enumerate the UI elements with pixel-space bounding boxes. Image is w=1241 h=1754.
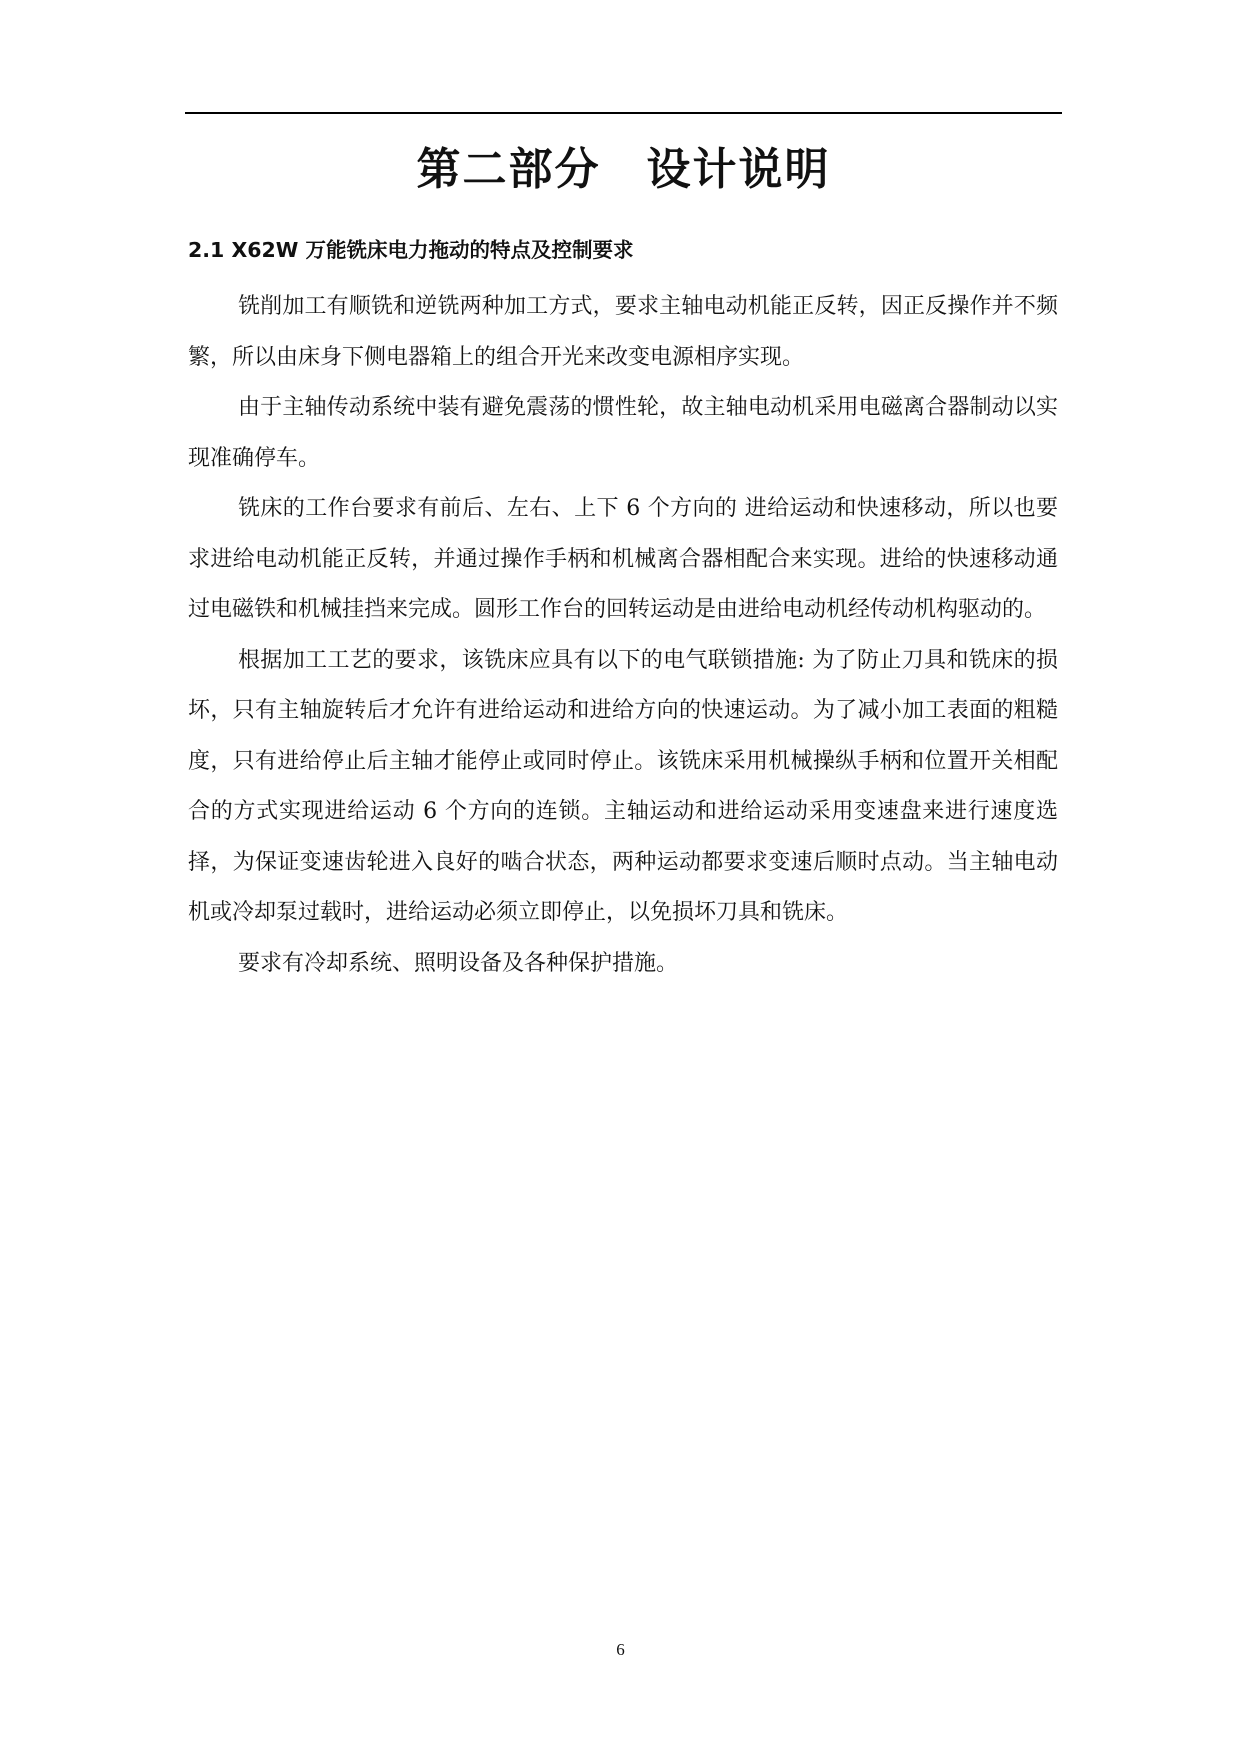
- paragraph: 由于主轴传动系统中装有避免震荡的惯性轮，故主轴电动机采用电磁离合器制动以实现准确停车。: [188, 395, 1058, 471]
- paragraph: 要求有冷却系统、照明设备及各种保护措施。: [238, 950, 679, 976]
- paragraph: 铣削加工有顺铣和逆铣两种加工方式，要求主轴电动机能正反转，因正反操作并不频繁，所以由床身下侧电器箱上的组合开光来改变电源相序实现。: [188, 294, 1058, 370]
- body-text: [188, 282, 1058, 989]
- page-number: 6: [616, 1640, 625, 1659]
- section-heading: 2.1 X62W 万能铣床电力拖动的特点及控制要求: [188, 238, 634, 262]
- paragraph: 铣床的工作台要求有前后、左右、上下 6 个方向的 进给运动和快速移动，所以也要求进给电动机能正反转，并通过操作手柄和机械离合器相配合来实现。进给的快速移动通过电磁铁和机械挂挡来完成。圆形工作台的回转运动是由进给电动机经传动机构驱动的。: [188, 496, 1058, 622]
- page-title: 第二部分 设计说明: [416, 144, 831, 195]
- header-rule: [185, 112, 1062, 114]
- paragraph: 根据加工工艺的要求，该铣床应具有以下的电气联锁措施: 为了防止刀具和铣床的损坏，只有主轴旋转后才允许有进给运动和进给方向的快速运动。为了减小加工表面的粗糙度，只有进给停止后主轴才能停止或同时停止。该铣床采用机械操纵手柄和位置开关相配合的方式实现进给运动 6 个方向的连锁。主轴运动和进给运动采用变速盘来进行速度选择，为保证变速齿轮进入良好的啮合状态，两种运动都要求变速后顺时点动。当主轴电动机或冷却泵过载时，进给运动必须立即停止，以免损坏刀具和铣床。: [188, 647, 1058, 925]
